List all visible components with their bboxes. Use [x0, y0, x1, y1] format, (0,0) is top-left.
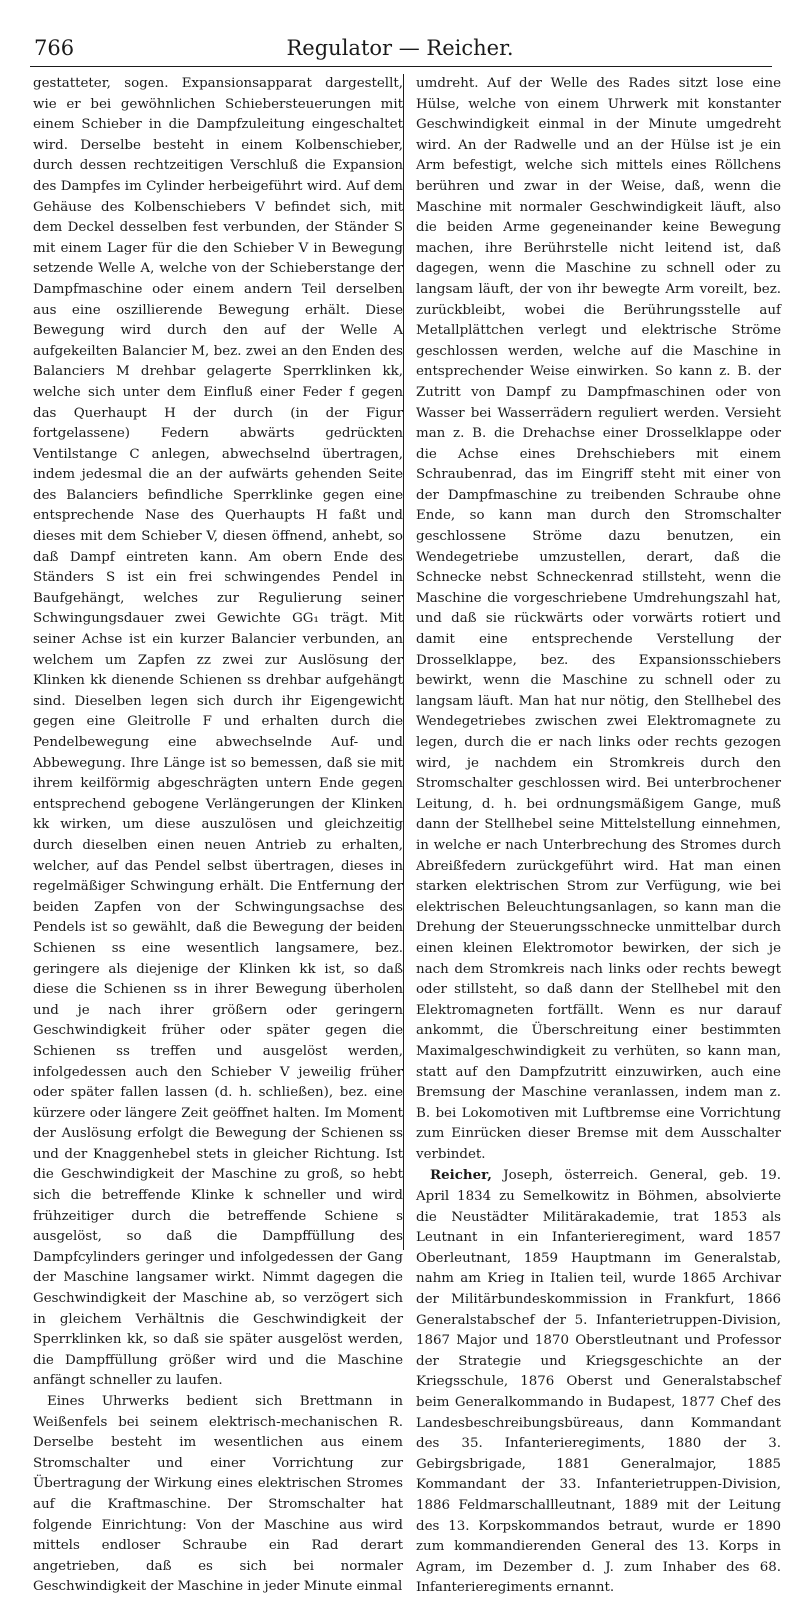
left-column: [33, 74, 403, 1598]
entry-headword: Reicher,: [430, 1167, 492, 1184]
paragraph: gestatteter, sogen. Expansionsapparat dargestellt, wie er bei gewöhnlichen Schiebersteuerungen mit einem Schieber in die Dampfzuleitung eingeschaltet wird. Derselbe besteht in einem Kolbenschieber, durch dessen rechtzeitigen Verschluß die Expansion des Dampfes im Cylinder herbeigeführt wird. Auf dem Gehäuse des Kolbenschiebers V befindet sich, mit dem Deckel desselben fest verbunden, der Ständer S mit einem Lager für die den Schieber V in Bewegung setzende Welle A, welche von der Schieberstange der Dampfmaschine oder einem andern Teil derselben aus eine oszillierende Bewegung erhält. Diese Bewegung wird durch den auf der Welle A aufgekeilten Balancier M, bez. zwei an den Enden des Balanciers M drehbar gelagerte Sperrklinken kk, welche sich unter dem Einfluß einer Feder f gegen das Querhaupt H der durch (in der Figur fortgelassene) Federn abwärts gedrückten Ventilstange C anlegen, abwechselnd übertragen, indem jedesmal die an der aufwärts gehenden Seite des Balanciers befindliche Sperrklinke gegen eine entsprechende Nase des Querhaupts H faßt und dieses mit dem Schieber V, diesen öffnend, anhebt, so daß Dampf eintreten kann. Am obern Ende des Ständers S ist ein frei schwingendes Pendel in Baufgehängt, welches zur Regulierung seiner Schwingungsdauer zwei Gewichte GG₁ trägt. Mit seiner Achse ist ein kurzer Balancier verbunden, an welchem um Zapfen zz zwei zur Auslösung der Klinken kk dienende Schienen ss drehbar aufgehängt sind. Dieselben legen sich durch ihr Eigengewicht gegen eine Gleitrolle F und erhalten durch die Pendelbewegung eine abwechselnde Auf- und Abbewegung. Ihre Länge ist so bemessen, daß sie mit ihrem keilförmig abgeschrägten untern Ende gegen entsprechend gebogene Verlängerungen der Klinken kk wirken, um diese auszulösen und gleichzeitig durch dieselben einen neuen Antrieb zu erhalten, welcher, auf das Pendel selbst übertragen, dieses in regelmäßiger Schwingung erhält. Die Entfernung der beiden Zapfen von der Schwingungsachse des Pendels ist so gewählt, daß die Bewegung der beiden Schienen ss eine wesentlich langsamere, bez. geringere als diejenige der Klinken kk ist, so daß diese die Schienen ss in ihrer Bewegung überholen und je nach ihrer größern oder geringern Geschwindigkeit früher oder später gegen die Schienen ss treffen und ausgelöst werden, infolgedessen auch den Schieber V jeweilig früher oder später fallen lassen (d. h. schließen), bez. eine kürzere oder längere Zeit geöffnet halten. Im Moment der Auslösung erfolgt die Bewegung der Schienen ss und der Knaggenhebel stets in gleicher Richtung. Ist die Geschwindigkeit der Maschine zu groß, so hebt sich die betreffende Klinke k schneller und wird frühzeitiger durch die betreffende Schiene s ausgelöst, so daß die Dampffüllung des Dampfcylinders geringer und infolgedessen der Gang der Maschine langsamer wirkt. Nimmt dagegen die Geschwindigkeit der Maschine ab, so verzögert sich in gleichem Verhältnis die Geschwindigkeit der Sperrklinken kk, so daß sie später ausgelöst werden, die Dampffüllung größer wird und die Maschine anfängt schneller zu laufen.: [33, 76, 403, 1389]
encyclopedia-entry: [416, 1165, 781, 1598]
paragraph: umdreht. Auf der Welle des Rades sitzt lose eine Hülse, welche von einem Uhrwerk mit konstanter Geschwindigkeit einmal in der Minute umgedreht wird. An der Radwelle und an der Hülse ist je ein Arm befestigt, welche sich mittels eines Röllchens berühren und zwar in der Weise, daß, wenn die Maschine mit normaler Geschwindigkeit läuft, also die beiden Arme gegeneinander keine Bewegung machen, ihre Berührstelle nicht leitend ist, daß dagegen, wenn die Maschine zu schnell oder zu langsam läuft, der von ihr bewegte Arm voreilt, bez. zurückbleibt, wobei die Berührungsstelle auf Metallplättchen verlegt und elektrische Ströme geschlossen werden, welche auf die Maschine in entsprechender Weise einwirken. So kann z. B. der Zutritt von Dampf zu Dampfmaschinen oder von Wasser bei Wasserrädern reguliert werden. Versieht man z. B. die Drehachse einer Drosselklappe oder die Achse eines Drehschiebers mit einem Schraubenrad, das im Eingriff steht mit einer von der Dampfmaschine zu treibenden Schraube ohne Ende, so kann man durch den Stromschalter geschlossene Ströme dazu benutzen, ein Wendegetriebe umzustellen, derart, daß die Schnecke nebst Schneckenrad stillsteht, wenn die Maschine die vorgeschriebene Umdrehungszahl hat, und daß sie rückwärts oder vorwärts rotiert und damit eine entsprechende Verstellung der Drosselklappe, bez. des Expansionsschiebers bewirkt, wenn die Maschine zu schnell oder zu langsam läuft. Man hat nur nötig, den Stellhebel des Wendegetriebes zwischen zwei Elektromagnete zu legen, durch die er nach links oder rechts gezogen wird, je nachdem ein Stromkreis durch den Stromschalter geschlossen wird. Bei unterbrochener Leitung, d. h. bei ordnungsmäßigem Gange, muß dann der Stellhebel seine Mittelstellung einnehmen, in welche er nach Unterbrechung des Stromes durch Abreißfedern zurückgeführt wird. Hat man einen starken elektrischen Strom zur Verfügung, wie bei elektrischen Beleuchtungsanlagen, so kann man die Drehung der Steuerungsschnecke unmittelbar durch einen kleinen Elektromotor bewirken, der sich je nach dem Stromkreis nach links oder rechts bewegt oder stillsteht, so daß dann der Stellhebel mit den Elektromagneten fortfällt. Wenn es nur darauf ankommt, die Überschreitung einer bestimmten Maximalgeschwindigkeit zu verhüten, so kann man, statt auf den Dampfzutritt einzuwirken, auch eine Bremsung der Maschine veranlassen, indem man z. B. bei Lokomotiven mit Luftbremse eine Vorrichtung zum Einrücken dieser Bremse mit dem Ausschalter verbindet.: [416, 76, 781, 1162]
running-head: Regulator — Reicher.: [286, 36, 514, 60]
page-number: 766: [34, 36, 75, 60]
entry-text: Joseph, österreich. General, geb. 19. April 1834 zu Semelkowitz in Böhmen, absolvierte die Neustädter Militärakademie, trat 1853 als Leutnant in ein Infanterieregiment, ward 1857 Oberleutnant, 1859 Hauptmann im Generalstab, nahm am Krieg in Italien teil, wurde 1865 Archivar der Militärbundeskommission in Frankfurt, 1866 Generalstabschef der 5. Infanterietruppen-Division, 1867 Major und 1870 Oberstleutnant und Professor der Strategie und Kriegsgeschichte an der Kriegsschule, 1876 Oberst und Generalstabschef beim Generalkommando in Budapest, 1877 Chef des Landesbeschreibungsbüreaus, dann Kommandant des 35. Infanterieregiments, 1880 der 3. Gebirgsbrigade, 1881 Generalmajor, 1885 Kommandant der 33. Infanterietruppen-Division, 1886 Feldmarschallleutnant, 1889 mit der Leitung des 13. Korpskommandos betraut, wurde er 1890 zum kommandierenden General des 13. Korps in Agram, im Dezember d. J. zum Inhaber des 68. Infanterieregiments ernannt.: [416, 1168, 781, 1596]
right-column: [416, 74, 781, 1599]
header-rule: [30, 66, 772, 67]
page-header: [0, 0, 800, 62]
column-divider: [403, 74, 404, 1250]
paragraph: Eines Uhrwerks bedient sich Brettmann in Weißenfels bei seinem elektrisch-mechanischen R. Derselbe besteht im wesentlichen aus einem Stromschalter und einer Vorrichtung zur Übertragung der Wirkung eines elektrischen Stromes auf die Kraftmaschine. Der Stromschalter hat folgende Einrichtung: Von der Maschine aus wird mittels endloser Schraube ein Rad derart angetrieben, daß es sich bei normaler Geschwindigkeit der Maschine in jeder Minute einmal: [33, 1394, 403, 1595]
